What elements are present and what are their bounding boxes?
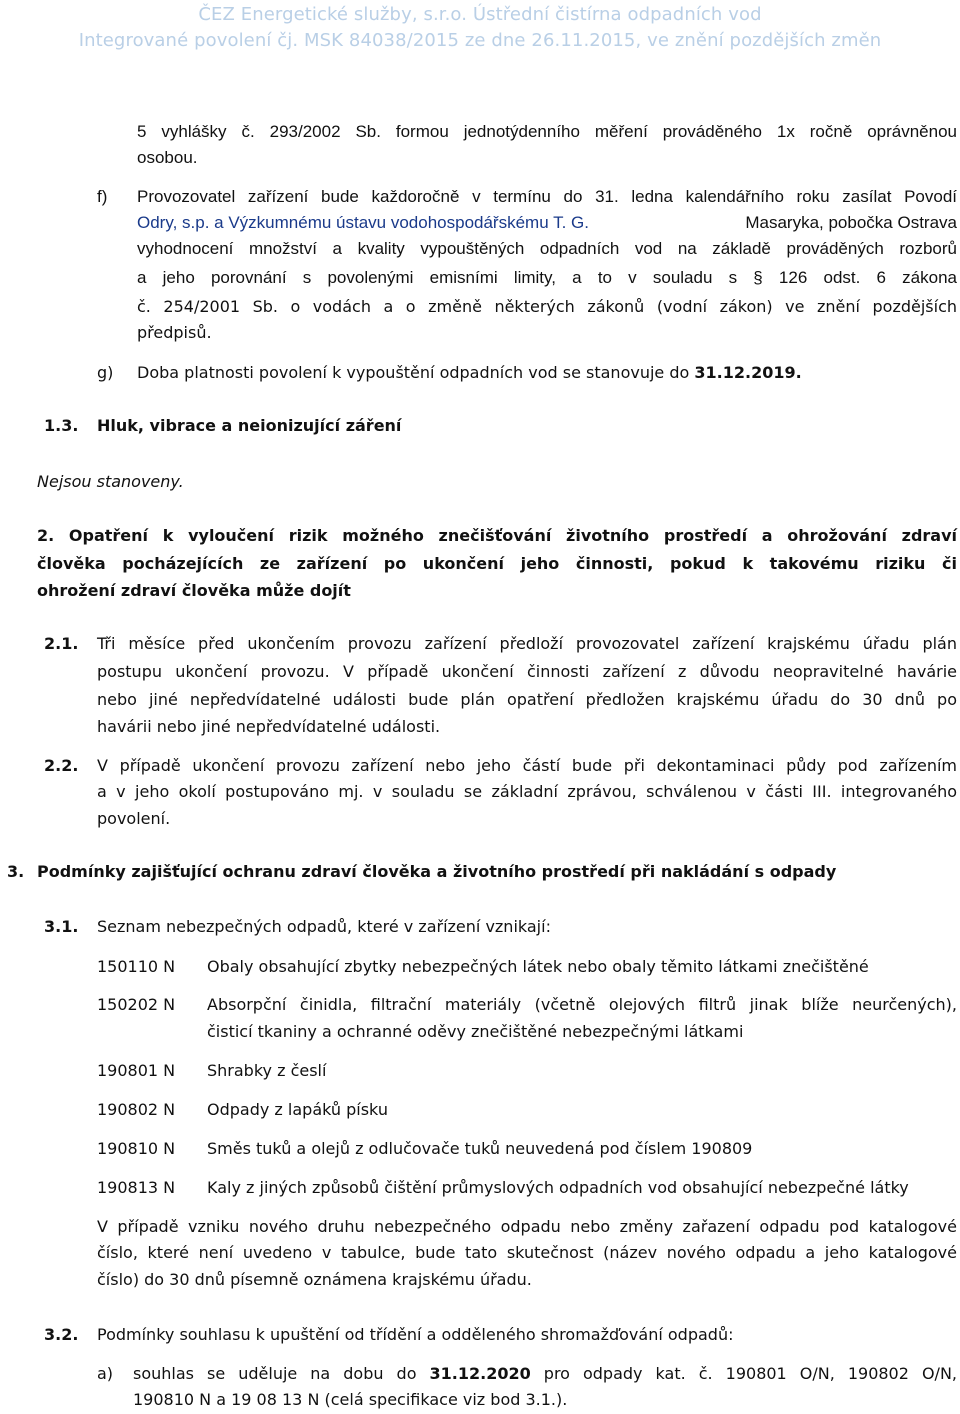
section-3-1-intro: Seznam nebezpečných odpadů, které v zařízení vznikají: <box>97 917 551 936</box>
item-g-end: . <box>795 363 802 382</box>
section-2-heading-line: ohrožení zdraví člověka může dojít <box>37 581 351 600</box>
document-header-line-1: ČEZ Energetické služby, s.r.o. Ústřední čistírna odpadních vod <box>198 4 762 25</box>
section-3-1-paragraph-line: číslo) do 30 dnů písemně oznámena krajskému úřadu. <box>97 1270 532 1289</box>
section-2-heading-line: člověka pocházejících ze zařízení po ukončení jeho činnosti, pokud k takovému riziku či <box>37 554 957 573</box>
waste-code: 150110 N <box>97 957 176 976</box>
section-2-heading-line: 2. Opatření k vyloučení rizik možného znečišťování životního prostředí a ohrožování zdraví <box>37 526 957 545</box>
section-3-1-paragraph-line: číslo, které není uvedeno v tabulce, bude tato skutečnost (název nového odpadu a jeho katalogové <box>97 1243 957 1262</box>
waste-code: 150202 N <box>97 995 176 1014</box>
item-f-line: a jeho porovnání s povolenými emisními limity, a to v souladu s § 126 odst. 6 zákona <box>137 268 957 287</box>
item-f-line-part: Odry, s.p. a Výzkumnému ústavu vodohospodářskému T. G. <box>137 213 589 232</box>
item-f-line: vyhodnocení množství a kvality vypouštěných odpadních vod na základě prováděných rozborů <box>137 239 957 258</box>
section-1-3-number: 1.3. <box>44 416 79 435</box>
waste-code: 190813 N <box>97 1178 176 1197</box>
waste-description: Absorpční činidla, filtrační materiály (včetně olejových filtrů jinak blíže neurčených), <box>207 995 957 1014</box>
item-f-line-part: Masaryka, pobočka Ostrava <box>745 213 957 232</box>
item-a-line: 190810 N a 19 08 13 N (celá specifikace viz bod 3.1.). <box>133 1390 568 1409</box>
section-2-2-line: a v jeho okolí postupováno mj. v souladu se základní zprávou, schválenou v části III. integrovaného <box>97 782 957 801</box>
section-3-number: 3. <box>7 862 25 881</box>
section-3-1-paragraph-line: V případě vzniku nového druhu nebezpečného odpadu nebo změny zařazení odpadu pod katalogové <box>97 1217 957 1236</box>
section-3-2-intro: Podmínky souhlasu k upuštění od třídění a odděleného shromažďování odpadů: <box>97 1325 734 1344</box>
waste-description: Směs tuků a olejů z odlučovače tuků neuvedená pod číslem 190809 <box>207 1139 753 1158</box>
section-1-3-note: Nejsou stanoveny. <box>37 472 184 491</box>
item-g-text <box>137 363 802 382</box>
section-2-2-line: povolení. <box>97 809 171 828</box>
item-f-label: f) <box>97 187 108 206</box>
waste-code: 190810 N <box>97 1139 176 1158</box>
section-3-2-number: 3.2. <box>44 1325 79 1344</box>
waste-description: Kaly z jiných způsobů čištění průmyslových odpadních vod obsahující nebezpečné látky <box>207 1178 909 1197</box>
item-f-line: předpisů. <box>137 323 212 342</box>
waste-code: 190802 N <box>97 1100 176 1119</box>
waste-description: Odpady z lapáků písku <box>207 1100 388 1119</box>
section-2-1-line: postupu ukončení provozu. V případě ukončení činnosti zařízení z důvodu neopravitelné havárie <box>97 662 957 681</box>
section-1-3-title: Hluk, vibrace a neionizující záření <box>97 416 402 435</box>
section-2-1-line: havárii nebo jiné nepředvídatelné události. <box>97 717 441 736</box>
section-2-2-number: 2.2. <box>44 756 79 775</box>
item-f-line <box>137 213 957 233</box>
item-a-label: a) <box>97 1364 114 1383</box>
section-2-1-line: Tři měsíce před ukončením provozu zařízení předloží provozovatel zařízení krajskému úřadu plán <box>97 634 957 653</box>
section-3-1-number: 3.1. <box>44 917 79 936</box>
item-a-line-part: souhlas se uděluje na dobu do <box>133 1364 430 1383</box>
waste-description: Shrabky z česlí <box>207 1061 327 1080</box>
continuation-line: 5 vyhlášky č. 293/2002 Sb. formou jednotýdenního měření prováděného 1x ročně oprávněnou <box>137 122 957 141</box>
item-g-label: g) <box>97 363 114 382</box>
item-f-line: č. 254/2001 Sb. o vodách a o změně některých zákonů (vodní zákon) ve znění pozdějších <box>137 297 957 316</box>
section-2-1-number: 2.1. <box>44 634 79 653</box>
item-a-line-part: pro odpady kat. č. 190801 O/N, 190802 O/N, <box>530 1364 957 1383</box>
item-g-text-part: Doba platnosti povolení k vypouštění odpadních vod se stanovuje do <box>137 363 695 382</box>
item-f-line: Provozovatel zařízení bude každoročně v termínu do 31. ledna kalendářního roku zasílat Povodí <box>137 187 957 206</box>
document-header-line-2: Integrované povolení čj. MSK 84038/2015 ze dne 26.11.2015, ve znění pozdějších změn <box>78 30 882 51</box>
waste-description: čisticí tkaniny a ochranné oděvy znečištěné nebezpečnými látkami <box>207 1022 744 1041</box>
validity-date: 31.12.2019 <box>694 363 796 382</box>
waste-description: Obaly obsahující zbytky nebezpečných látek nebo obaly těmito látkami znečištěné <box>207 957 869 976</box>
waste-code: 190801 N <box>97 1061 176 1080</box>
section-3-title: Podmínky zajišťující ochranu zdraví člověka a životního prostředí při nakládání s odpady <box>37 862 837 881</box>
item-a-line <box>133 1364 957 1383</box>
section-2-2-line: V případě ukončení provozu zařízení nebo jeho částí bude při dekontaminaci půdy pod zařízením <box>97 756 957 775</box>
consent-date: 31.12.2020 <box>429 1364 531 1383</box>
section-2-1-line: nebo jiné nepředvídatelné události bude plán opatření předložen krajskému úřadu do 30 dnů po <box>97 690 957 709</box>
continuation-line: osobou. <box>137 148 198 167</box>
